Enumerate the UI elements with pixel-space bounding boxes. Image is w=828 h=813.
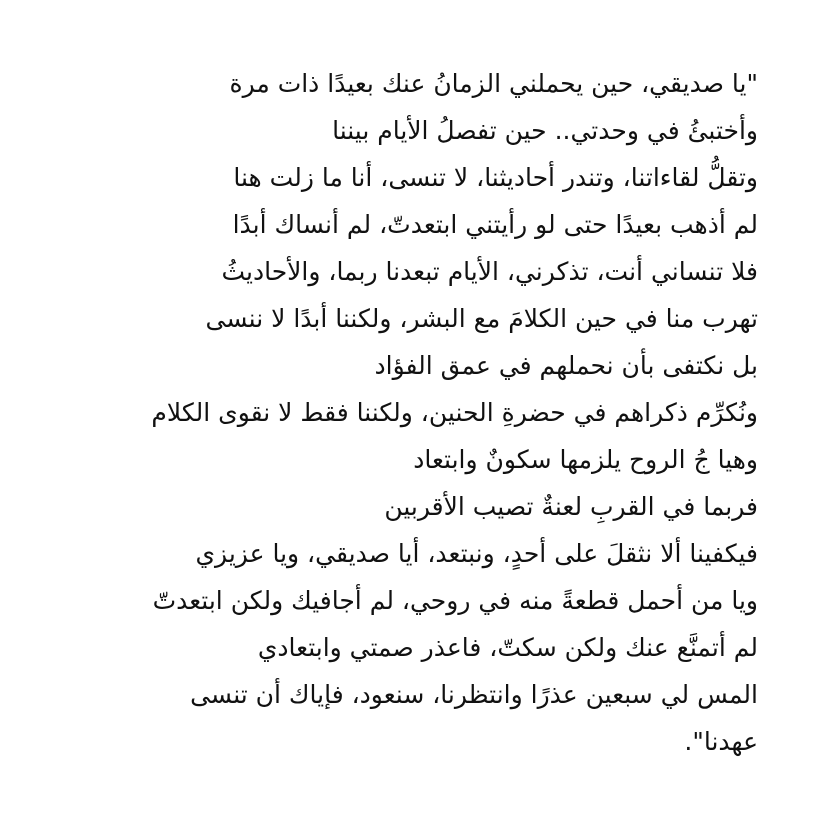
- text-line: وهيا جُ الروح يلزمها سكونٌ وابتعاد: [413, 445, 758, 474]
- poem-text-block: [68, 60, 758, 765]
- text-line: وتقلُّ لقاءاتنا، وتندر أحاديثنا، لا تنسى، أنا ما زلت هنا: [233, 163, 758, 192]
- text-line: فلا تنساني أنت، تذكرني، الأيام تبعدنا ربما، والأحاديثُ: [221, 257, 758, 286]
- text-line: فيكفينا ألا نثقلَ على أحدٍ، ونبتعد، أيا صديقي، ويا عزيزي: [195, 539, 758, 568]
- text-line: ويا من أحمل قطعةً منه في روحي، لم أجافيك ولكن ابتعدتّ: [152, 586, 758, 615]
- text-line: وأختبئُ في وحدتي.. حين تفصلُ الأيام بيننا: [332, 116, 758, 145]
- text-line: بل نكتفى بأن نحملهم في عمق الفؤاد: [374, 351, 758, 380]
- text-line: عهدنا".: [684, 727, 758, 756]
- text-line: لم أذهب بعيدًا حتى لو رأيتني ابتعدتّ، لم أنساك أبدًا: [232, 210, 758, 239]
- text-line: تهرب منا في حين الكلامَ مع البشر، ولكننا أبدًا لا ننسى: [205, 304, 758, 333]
- text-line: ونُكرِّم ذكراهم في حضرةِ الحنين، ولكننا فقط لا نقوى الكلام: [151, 398, 758, 427]
- text-line: فربما في القربِ لعنةٌ تصيب الأقربين: [384, 492, 758, 521]
- text-line: المس لي سبعين عذرًا وانتظرنا، سنعود، فإياك أن تنسى: [190, 680, 758, 709]
- text-line: "يا صديقي، حين يحملني الزمانُ عنك بعيدًا ذات مرة: [229, 69, 758, 98]
- text-line: لم أتمنَّع عنك ولكن سكتّ، فاعذر صمتي وابتعادي: [257, 633, 758, 662]
